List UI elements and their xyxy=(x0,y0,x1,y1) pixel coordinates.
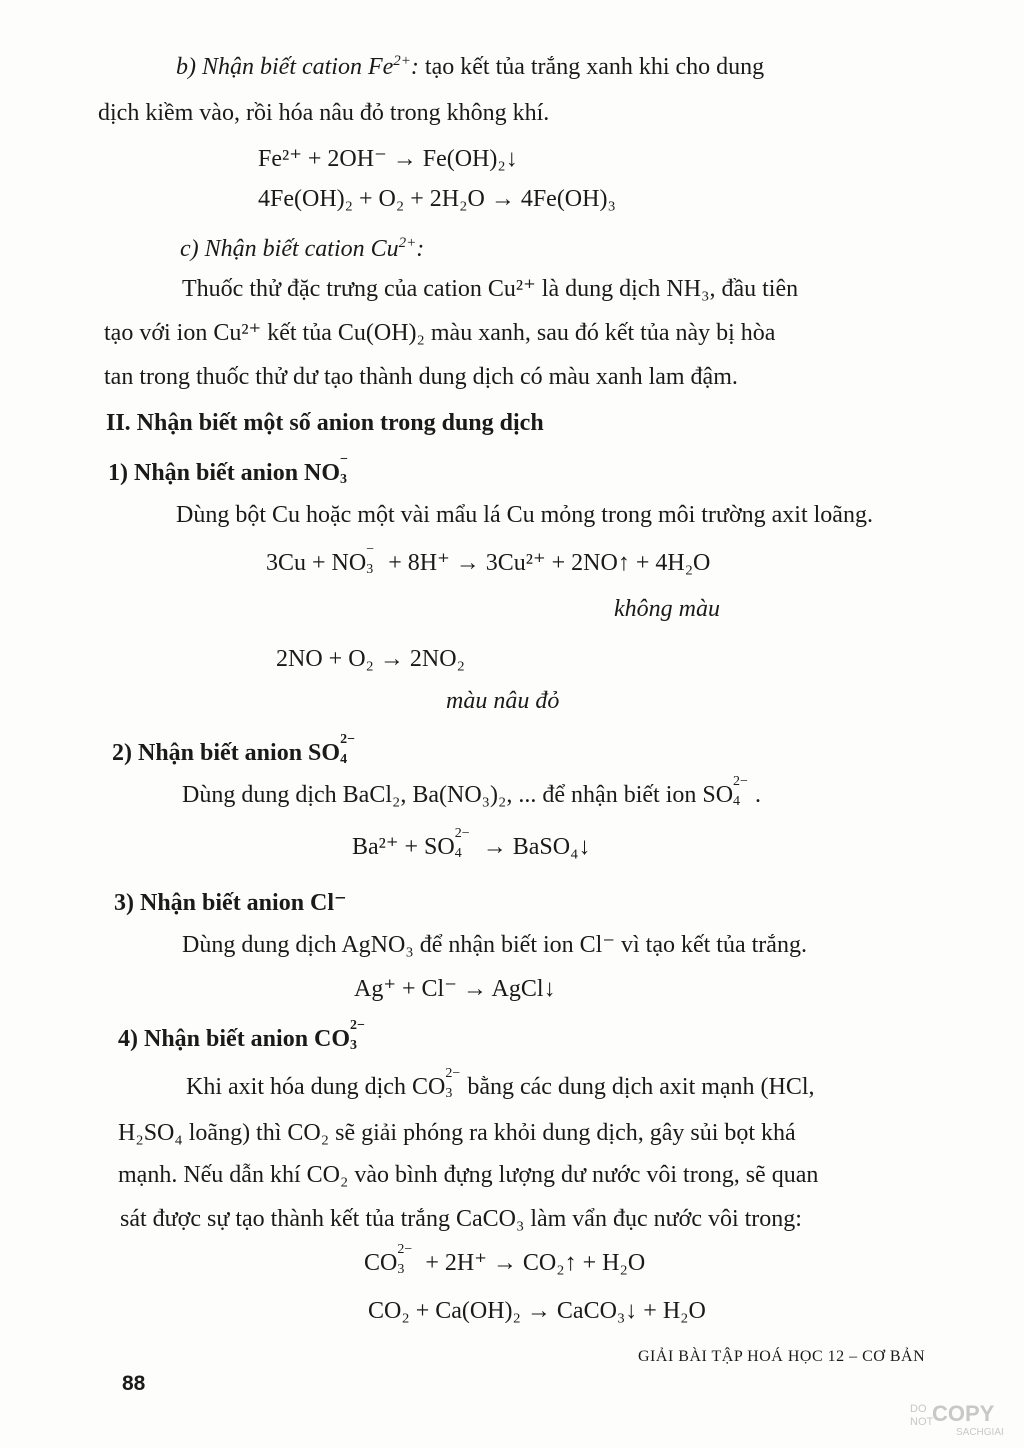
so4-eq-sub: 4 xyxy=(454,846,462,861)
so4-eq-left: Ba²⁺ + SO xyxy=(352,834,455,860)
so4-text-sup: 2− xyxy=(733,774,748,789)
no3-eq1-charge xyxy=(366,542,388,577)
fe-heading-line xyxy=(176,52,764,82)
so4-ion-sub: 4 xyxy=(340,752,348,767)
so4-text-right: . xyxy=(755,782,762,808)
watermark-do: DO xyxy=(910,1403,927,1415)
so4-heading-line xyxy=(112,732,362,768)
so4-equation xyxy=(352,826,591,862)
cl-equation: Ag⁺ + Cl⁻ → AgCl↓ xyxy=(354,976,556,1002)
co3-equation-1 xyxy=(364,1242,646,1278)
fe-text-1: tạo kết tủa trắng xanh khi cho dung xyxy=(418,54,765,80)
fe-heading: b) Nhận biết cation Fe xyxy=(176,54,394,80)
co3-ion-charge xyxy=(350,1018,372,1053)
no3-note-1: không màu xyxy=(614,596,720,622)
no3-note-2: màu nâu đỏ xyxy=(446,688,560,714)
fe-equation-2: 4Fe(OH)₂ + O₂ + 2H₂O → 4Fe(OH)₃ xyxy=(258,186,616,212)
co3-equation-2: CO₂ + Ca(OH)₂ → CaCO₃↓ + H₂O xyxy=(368,1298,706,1324)
co3-line1-sub: 3 xyxy=(445,1086,453,1101)
co3-line1-charge xyxy=(445,1066,467,1101)
co3-line1-left: Khi axit hóa dung dịch CO xyxy=(186,1074,446,1100)
co3-eq1-charge xyxy=(397,1242,419,1277)
so4-heading: 2) Nhận biết anion SO xyxy=(112,740,341,766)
watermark-copy: COPY xyxy=(932,1401,995,1426)
book-title-footer: GIẢI BÀI TẬP HOÁ HỌC 12 – CƠ BẢN xyxy=(638,1348,926,1365)
no3-heading: 1) Nhận biết anion NO xyxy=(108,460,341,486)
part-2-title: II. Nhận biết một số anion trong dung dịch xyxy=(106,410,544,436)
cu-heading-charge: 2+ xyxy=(398,235,417,251)
co3-eq1-sup: 2− xyxy=(397,1242,413,1257)
page-number: 88 xyxy=(122,1372,146,1395)
cl-text: Dùng dung dịch AgNO₃ để nhận biết ion Cl⁻ vì tạo kết tủa trắng. xyxy=(182,932,807,958)
cu-heading: c) Nhận biết cation Cu xyxy=(180,236,399,262)
no3-heading-line xyxy=(108,452,362,488)
no3-equation-2: 2NO + O₂ → 2NO₂ xyxy=(276,646,465,672)
co3-ion-sub: 3 xyxy=(350,1038,358,1053)
fe-equation-1: Fe²⁺ + 2OH⁻ → Fe(OH)₂↓ xyxy=(258,146,518,172)
co3-line-4: sát được sự tạo thành kết tủa trắng CaCO₃ làm vẩn đục nước vôi trong: xyxy=(120,1206,802,1232)
no3-ion-charge xyxy=(340,452,362,487)
no3-eq1-sup: − xyxy=(366,542,375,557)
fe-heading-colon: : xyxy=(410,54,419,80)
co3-eq1-sub: 3 xyxy=(397,1262,405,1277)
fe-heading-charge: 2+ xyxy=(393,53,411,69)
watermark-logo xyxy=(908,1402,1012,1442)
co3-line1-right: bằng các dung dịch axit mạnh (HCl, xyxy=(467,1074,815,1100)
no3-eq1-right: + 8H⁺ → 3Cu²⁺ + 2NO↑ + 4H₂O xyxy=(388,550,711,576)
cu-line-1: Thuốc thử đặc trưng của cation Cu²⁺ là dung dịch NH₃, đầu tiên xyxy=(182,276,799,302)
cu-line-3: tan trong thuốc thử dư tạo thành dung dịch có màu xanh lam đậm. xyxy=(104,364,738,390)
no3-ion-sub: 3 xyxy=(340,472,348,487)
no3-eq1-left: 3Cu + NO xyxy=(266,550,367,576)
no3-ion-sup: − xyxy=(340,452,349,467)
co3-line-3: mạnh. Nếu dẫn khí CO₂ vào bình đựng lượng dư nước vôi trong, sẽ quan xyxy=(118,1162,819,1188)
co3-eq1-left: CO xyxy=(364,1250,398,1276)
so4-text xyxy=(182,774,762,810)
no3-equation-1 xyxy=(266,542,711,578)
co3-line-2: H₂SO₄ loãng) thì CO₂ sẽ giải phóng ra khỏi dung dịch, gây sủi bọt khá xyxy=(118,1120,796,1146)
cl-heading: 3) Nhận biết anion Cl⁻ xyxy=(114,890,347,916)
no3-text: Dùng bột Cu hoặc một vài mẩu lá Cu mỏng trong môi trường axit loãng. xyxy=(176,502,873,528)
so4-text-charge xyxy=(733,774,755,809)
no3-eq1-sub: 3 xyxy=(366,562,374,577)
watermark-site: SACHGIAI xyxy=(956,1427,1004,1438)
so4-eq-charge xyxy=(454,826,477,861)
so4-eq-sup: 2− xyxy=(454,826,470,841)
so4-ion-sup: 2− xyxy=(340,732,356,747)
co3-eq1-right: + 2H⁺ → CO₂↑ + H₂O xyxy=(419,1250,646,1276)
cu-line-2: tạo với ion Cu²⁺ kết tủa Cu(OH)₂ màu xanh, sau đó kết tủa này bị hòa xyxy=(104,320,776,346)
so4-text-left: Dùng dung dịch BaCl₂, Ba(NO₃)₂, ... để nhận biết ion SO xyxy=(182,782,734,808)
so4-eq-right: → BaSO₄↓ xyxy=(476,834,591,860)
so4-text-sub: 4 xyxy=(733,794,741,809)
fe-text-2: dịch kiềm vào, rồi hóa nâu đỏ trong không khí. xyxy=(98,100,550,126)
co3-line-1 xyxy=(186,1066,815,1102)
co3-heading-line xyxy=(118,1018,372,1054)
co3-line1-sup: 2− xyxy=(445,1066,461,1081)
so4-ion-charge xyxy=(340,732,362,767)
co3-ion-sup: 2− xyxy=(350,1018,366,1033)
cu-heading-colon: : xyxy=(416,236,425,262)
watermark-not: NOT xyxy=(910,1416,934,1428)
co3-heading: 4) Nhận biết anion CO xyxy=(118,1026,351,1052)
cu-heading-line xyxy=(180,234,424,264)
